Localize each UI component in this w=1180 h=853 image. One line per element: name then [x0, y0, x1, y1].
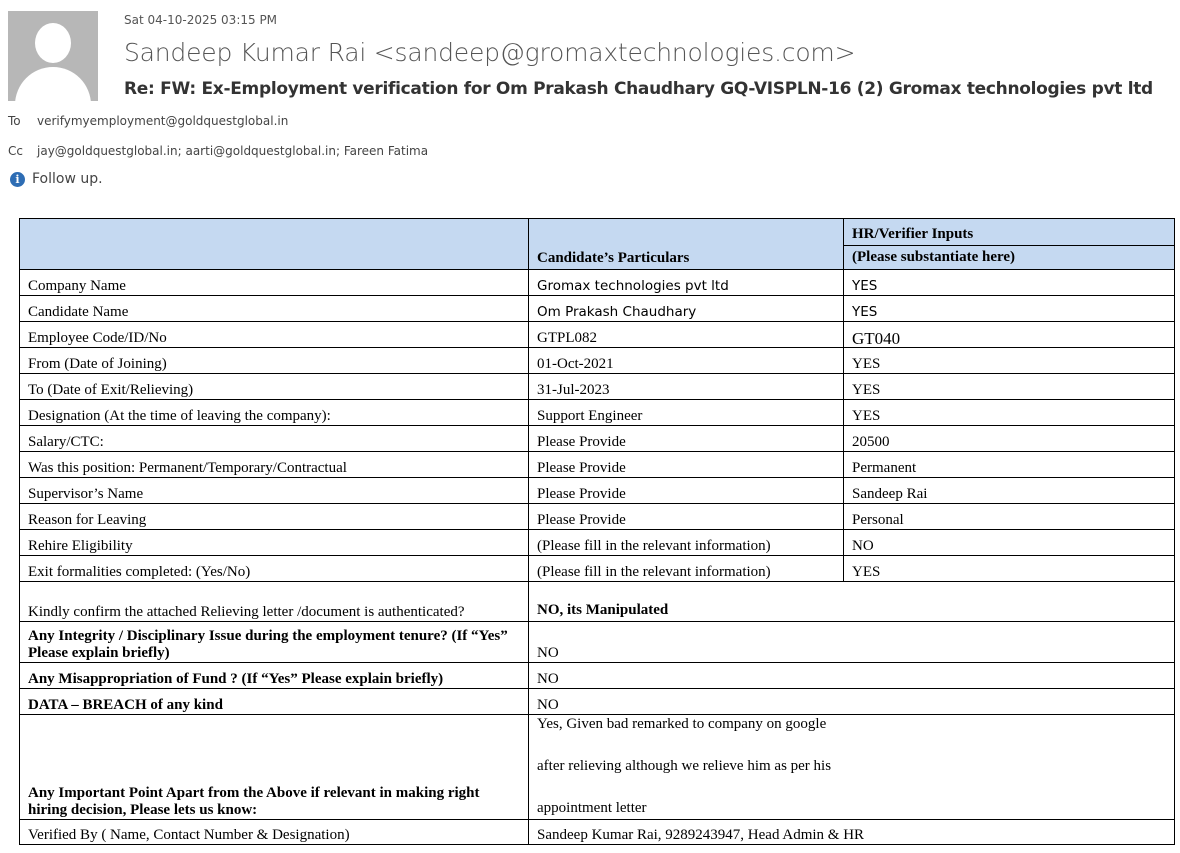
important-row-label: Any Important Point Apart from the Above if relevant in making right hiring decision, Please lets us know:	[20, 715, 529, 820]
row-particular: Please Provide	[529, 452, 844, 478]
avatar-body-shape	[15, 67, 91, 101]
cc-recipients[interactable]: jay@goldquestglobal.in; aarti@goldquestglobal.in; Fareen Fatima	[37, 144, 429, 158]
fund-row	[20, 663, 1175, 689]
table-row	[20, 452, 1175, 478]
row-particular: Gromax technologies pvt ltd	[529, 270, 844, 296]
row-particular: (Please fill in the relevant information)	[529, 530, 844, 556]
integrity-row-value: NO	[529, 622, 1175, 663]
row-particular: Om Prakash Chaudhary	[529, 296, 844, 322]
fund-row-value: NO	[529, 663, 1175, 689]
to-label: To	[8, 114, 21, 128]
important-row-value	[529, 715, 1175, 820]
row-label: Exit formalities completed: (Yes/No)	[20, 556, 529, 582]
breach-row-value: NO	[529, 689, 1175, 715]
row-label: Salary/CTC:	[20, 426, 529, 452]
row-particular: Support Engineer	[529, 400, 844, 426]
verified-row-value: Sandeep Kumar Rai, 9289243947, Head Admin & HR	[529, 820, 1175, 845]
row-input: Permanent	[844, 452, 1175, 478]
breach-row	[20, 689, 1175, 715]
cc-label: Cc	[8, 144, 23, 158]
relieving-row-value: NO, its Manipulated	[529, 582, 1175, 622]
relieving-row-label: Kindly confirm the attached Relieving letter /document is authenticated?	[20, 582, 529, 622]
row-label: Company Name	[20, 270, 529, 296]
row-input: Sandeep Rai	[844, 478, 1175, 504]
table-row	[20, 270, 1175, 296]
verification-table	[19, 218, 1175, 845]
row-input: 20500	[844, 426, 1175, 452]
email-subject: Re: FW: Ex-Employment verification for Om Prakash Chaudhary GQ-VISPLN-16 (2) Gromax technologies pvt ltd	[124, 79, 1153, 99]
cc-line	[8, 144, 428, 158]
row-particular: 31-Jul-2023	[529, 374, 844, 400]
row-input: YES	[844, 556, 1175, 582]
relieving-row	[20, 582, 1175, 622]
row-particular: (Please fill in the relevant information)	[529, 556, 844, 582]
row-input: YES	[844, 374, 1175, 400]
follow-up-text: Follow up.	[32, 171, 103, 187]
header-hr-inputs	[844, 219, 1175, 270]
table-row	[20, 374, 1175, 400]
sender-avatar	[8, 11, 98, 101]
table-row	[20, 556, 1175, 582]
row-label: Rehire Eligibility	[20, 530, 529, 556]
table-row	[20, 400, 1175, 426]
table-header-row	[20, 219, 1175, 270]
email-date: Sat 04-10-2025 03:15 PM	[124, 13, 278, 27]
table-row	[20, 478, 1175, 504]
row-input: YES	[844, 348, 1175, 374]
verified-row-label: Verified By ( Name, Contact Number & Designation)	[20, 820, 529, 845]
row-label: To (Date of Exit/Relieving)	[20, 374, 529, 400]
row-label: Supervisor’s Name	[20, 478, 529, 504]
header-hr-line2: (Please substantiate here)	[852, 249, 1016, 265]
table-row	[20, 296, 1175, 322]
row-label: Employee Code/ID/No	[20, 322, 529, 348]
important-line: after relieving although we relieve him as per his	[537, 758, 832, 774]
row-label: Reason for Leaving	[20, 504, 529, 530]
table-row	[20, 348, 1175, 374]
row-particular: 01-Oct-2021	[529, 348, 844, 374]
row-label: Candidate Name	[20, 296, 529, 322]
row-input: YES	[844, 296, 1175, 322]
integrity-row-label: Any Integrity / Disciplinary Issue during the employment tenure? (If “Yes” Please explain briefly)	[20, 622, 529, 663]
row-particular: Please Provide	[529, 478, 844, 504]
breach-row-label: DATA – BREACH of any kind	[20, 689, 529, 715]
table-row	[20, 504, 1175, 530]
header-empty-cell	[20, 219, 529, 270]
table-row	[20, 322, 1175, 348]
row-input: YES	[844, 400, 1175, 426]
to-line	[8, 114, 288, 128]
info-icon: i	[10, 172, 25, 187]
row-input: NO	[844, 530, 1175, 556]
row-label: From (Date of Joining)	[20, 348, 529, 374]
row-particular: Please Provide	[529, 426, 844, 452]
email-sender[interactable]: Sandeep Kumar Rai <sandeep@gromaxtechnologies.com>	[124, 38, 856, 67]
row-particular: Please Provide	[529, 504, 844, 530]
integrity-row	[20, 622, 1175, 663]
follow-up-flag[interactable]	[10, 171, 103, 187]
verified-row	[20, 820, 1175, 845]
fund-row-label: Any Misappropriation of Fund ? (If “Yes” Please explain briefly)	[20, 663, 529, 689]
row-input: YES	[844, 270, 1175, 296]
important-line: appointment letter	[537, 800, 647, 816]
table-row	[20, 530, 1175, 556]
row-label: Was this position: Permanent/Temporary/Contractual	[20, 452, 529, 478]
avatar-head-shape	[35, 23, 71, 63]
row-input: Personal	[844, 504, 1175, 530]
row-input: GT040	[844, 322, 1175, 348]
to-recipients[interactable]: verifymyemployment@goldquestglobal.in	[37, 114, 289, 128]
header-hr-line1: HR/Verifier Inputs	[844, 220, 1174, 246]
header-particulars: Candidate’s Particulars	[529, 219, 844, 270]
row-particular: GTPL082	[529, 322, 844, 348]
table-row	[20, 426, 1175, 452]
important-row	[20, 715, 1175, 820]
important-line: Yes, Given bad remarked to company on google	[537, 716, 827, 732]
row-label: Designation (At the time of leaving the company):	[20, 400, 529, 426]
